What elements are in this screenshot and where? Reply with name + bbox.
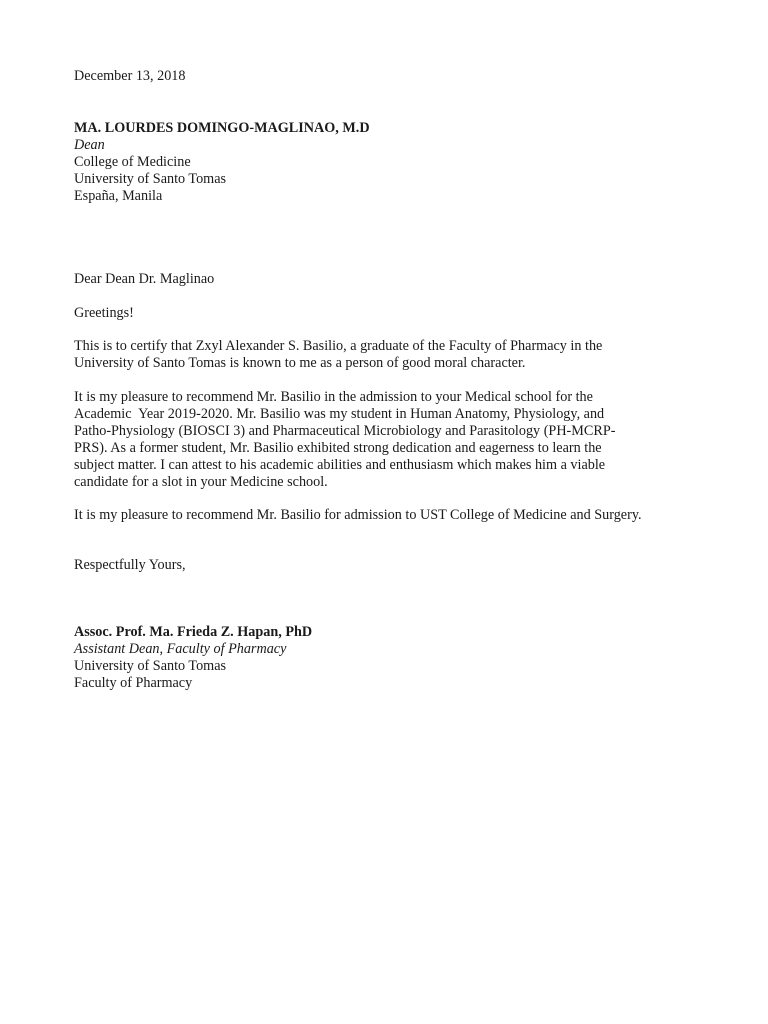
recipient-title: Dean xyxy=(74,137,105,153)
greeting: Greetings! xyxy=(74,305,134,321)
recipient-address-line: University of Santo Tomas xyxy=(74,171,227,187)
closing: Respectfully Yours, xyxy=(74,557,186,573)
paragraph-line: subject matter. I can attest to his academic abilities and enthusiasm which makes him a viable xyxy=(74,457,606,473)
paragraph-line: It is my pleasure to recommend Mr. Basilio for admission to UST College of Medicine and Surgery. xyxy=(74,507,642,523)
paragraph-line: It is my pleasure to recommend Mr. Basilio in the admission to your Medical school for the xyxy=(74,389,593,405)
paragraph-line: candidate for a slot in your Medicine school. xyxy=(74,474,328,490)
signatory-name: Assoc. Prof. Ma. Frieda Z. Hapan, PhD xyxy=(74,624,313,640)
recipient-address-line: España, Manila xyxy=(74,188,163,204)
paragraph-line: This is to certify that Zxyl Alexander S. Basilio, a graduate of the Faculty of Pharmacy in the xyxy=(74,338,603,354)
paragraph-line: PRS). As a former student, Mr. Basilio exhibited strong dedication and eagerness to learn the xyxy=(74,440,602,456)
salutation: Dear Dean Dr. Maglinao xyxy=(74,271,215,287)
paragraph-line: Patho-Physiology (BIOSCI 3) and Pharmaceutical Microbiology and Parasitology (PH-MCRP- xyxy=(74,423,616,439)
paragraph-line: Academic Year 2019-2020. Mr. Basilio was my student in Human Anatomy, Physiology, and xyxy=(74,406,605,422)
recipient-address-line: College of Medicine xyxy=(74,154,191,170)
paragraph-line: University of Santo Tomas is known to me as a person of good moral character. xyxy=(74,355,526,371)
signatory-line: Faculty of Pharmacy xyxy=(74,675,193,691)
letter-date: December 13, 2018 xyxy=(74,68,186,84)
signatory-line: University of Santo Tomas xyxy=(74,658,227,674)
recipient-name: MA. LOURDES DOMINGO-MAGLINAO, M.D xyxy=(74,120,370,136)
signatory-title: Assistant Dean, Faculty of Pharmacy xyxy=(74,641,287,657)
